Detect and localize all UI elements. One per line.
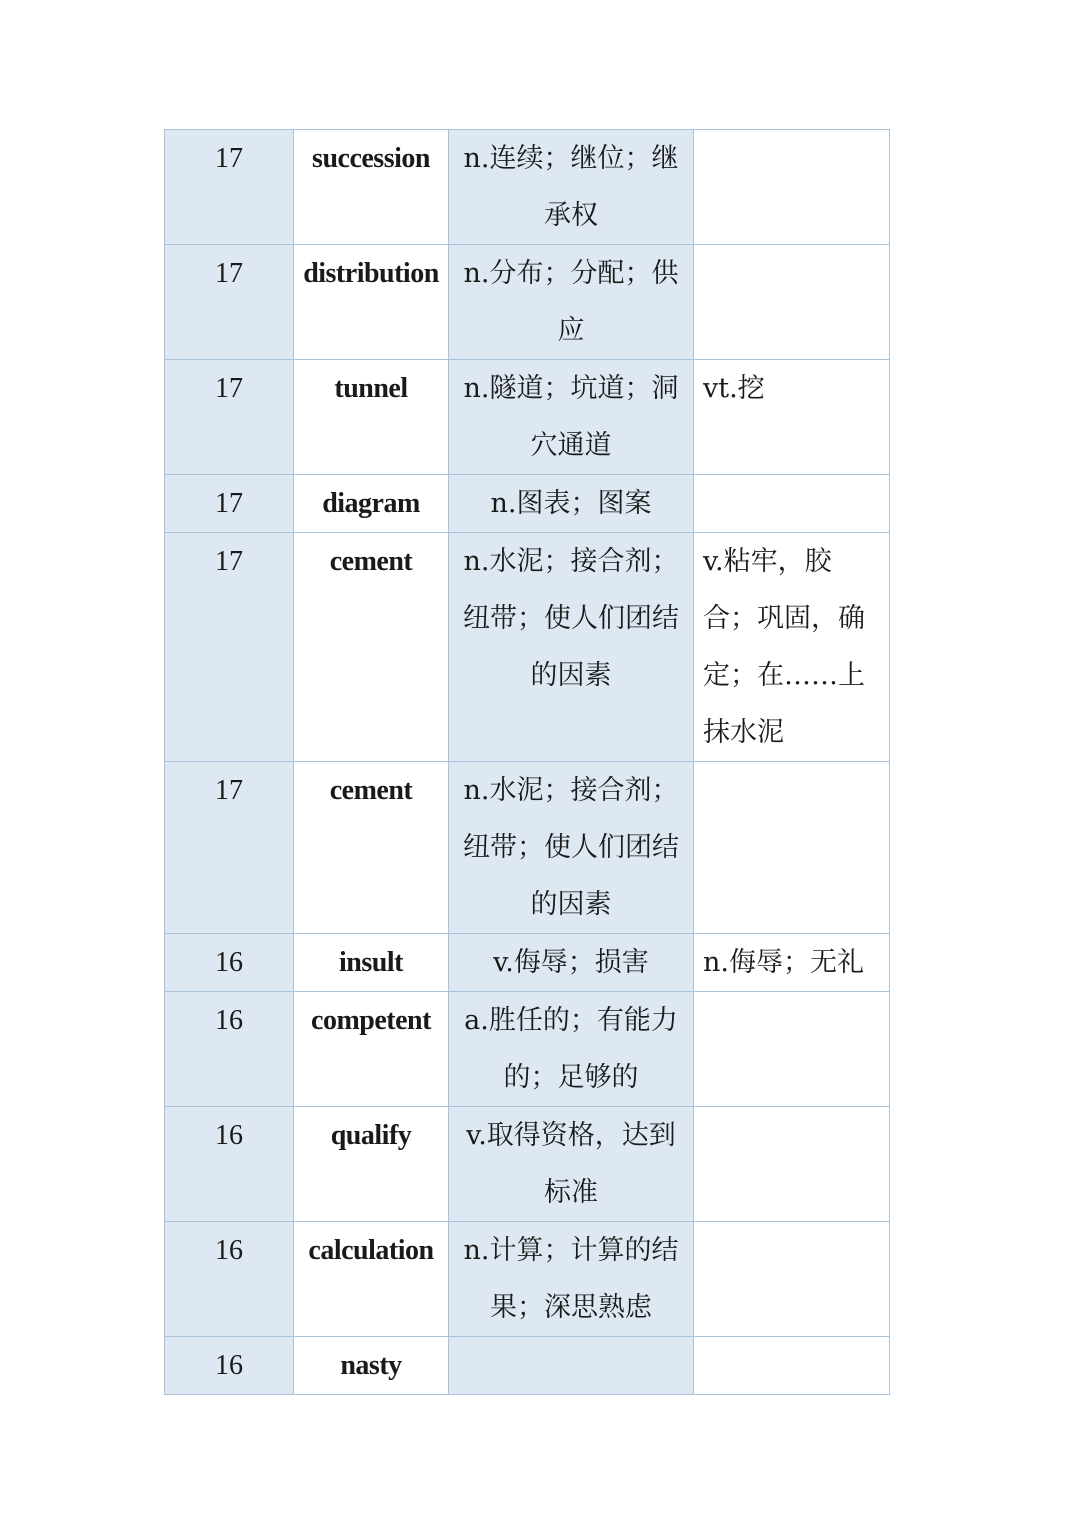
definition-cell xyxy=(449,762,694,934)
word-cell xyxy=(294,475,449,533)
extra-definition-cell xyxy=(694,934,890,992)
word-text: diagram xyxy=(322,488,420,519)
definition-cell xyxy=(449,533,694,762)
frequency-value: 17 xyxy=(215,258,243,289)
frequency-value: 17 xyxy=(215,143,243,174)
frequency-cell xyxy=(165,934,294,992)
extra-definition-text: v.粘牢，胶合；巩固，确定；在……上抹水泥 xyxy=(703,546,865,748)
definition-cell xyxy=(449,245,694,360)
word-cell xyxy=(294,934,449,992)
table-row xyxy=(165,533,890,762)
frequency-value: 17 xyxy=(215,775,243,806)
frequency-value: 17 xyxy=(215,373,243,404)
frequency-cell xyxy=(165,475,294,533)
frequency-cell xyxy=(165,762,294,934)
definition-cell xyxy=(449,475,694,533)
word-text: calculation xyxy=(308,1235,434,1266)
extra-definition-cell xyxy=(694,1222,890,1337)
frequency-cell xyxy=(165,1222,294,1337)
definition-cell xyxy=(449,1337,694,1395)
frequency-value: 16 xyxy=(215,1005,243,1036)
table-row xyxy=(165,475,890,533)
table-row xyxy=(165,1337,890,1395)
definition-cell xyxy=(449,992,694,1107)
definition-text: n.水泥；接合剂；纽带；使人们团结的因素 xyxy=(463,546,679,691)
extra-definition-cell xyxy=(694,245,890,360)
word-text: competent xyxy=(311,1005,431,1036)
definition-text: v.取得资格，达到标准 xyxy=(466,1120,676,1208)
table-row xyxy=(165,992,890,1107)
table-row xyxy=(165,245,890,360)
word-cell xyxy=(294,130,449,245)
definition-text: a.胜任的；有能力的；足够的 xyxy=(464,1005,678,1093)
table-row xyxy=(165,360,890,475)
frequency-cell xyxy=(165,992,294,1107)
table-row xyxy=(165,934,890,992)
extra-definition-cell xyxy=(694,992,890,1107)
definition-cell xyxy=(449,130,694,245)
frequency-value: 16 xyxy=(215,1120,243,1151)
extra-definition-cell xyxy=(694,130,890,245)
word-cell xyxy=(294,360,449,475)
extra-definition-text: n.侮辱；无礼 xyxy=(703,947,864,978)
frequency-value: 16 xyxy=(215,947,243,978)
frequency-value: 17 xyxy=(215,546,243,577)
word-text: qualify xyxy=(330,1120,412,1151)
frequency-value: 16 xyxy=(215,1235,243,1266)
frequency-cell xyxy=(165,1337,294,1395)
word-text: nasty xyxy=(340,1350,402,1381)
frequency-cell xyxy=(165,245,294,360)
extra-definition-cell xyxy=(694,1337,890,1395)
extra-definition-cell xyxy=(694,762,890,934)
word-cell xyxy=(294,1222,449,1337)
definition-cell xyxy=(449,360,694,475)
frequency-value: 16 xyxy=(215,1350,243,1381)
frequency-cell xyxy=(165,360,294,475)
extra-definition-cell xyxy=(694,533,890,762)
word-text: cement xyxy=(329,546,413,577)
definition-text: v.侮辱；损害 xyxy=(493,947,649,978)
word-cell xyxy=(294,245,449,360)
frequency-cell xyxy=(165,130,294,245)
word-cell xyxy=(294,1337,449,1395)
definition-text: n.计算；计算的结果；深思熟虑 xyxy=(463,1235,679,1323)
table-row xyxy=(165,1222,890,1337)
vocabulary-table-body xyxy=(165,130,890,1395)
definition-cell xyxy=(449,934,694,992)
word-text: insult xyxy=(339,947,403,978)
table-row xyxy=(165,762,890,934)
definition-text: n.水泥；接合剂；纽带；使人们团结的因素 xyxy=(463,775,679,920)
definition-text: n.连续；继位；继承权 xyxy=(463,143,679,231)
extra-definition-text: vt.挖 xyxy=(703,373,765,404)
word-cell xyxy=(294,762,449,934)
word-text: cement xyxy=(329,775,413,806)
extra-definition-cell xyxy=(694,475,890,533)
extra-definition-cell xyxy=(694,360,890,475)
word-text: distribution xyxy=(303,258,439,289)
word-text: succession xyxy=(312,143,430,174)
word-cell xyxy=(294,1107,449,1222)
word-cell xyxy=(294,992,449,1107)
definition-cell xyxy=(449,1107,694,1222)
word-cell xyxy=(294,533,449,762)
table-row xyxy=(165,1107,890,1222)
definition-text: n.分布；分配；供应 xyxy=(463,258,679,346)
table-row xyxy=(165,130,890,245)
frequency-cell xyxy=(165,533,294,762)
frequency-value: 17 xyxy=(215,488,243,519)
frequency-cell xyxy=(165,1107,294,1222)
vocabulary-table xyxy=(164,129,890,1395)
extra-definition-cell xyxy=(694,1107,890,1222)
word-text: tunnel xyxy=(334,373,408,404)
definition-text: n.图表；图案 xyxy=(490,488,652,519)
definition-text: n.隧道；坑道；洞穴通道 xyxy=(463,373,679,461)
definition-cell xyxy=(449,1222,694,1337)
